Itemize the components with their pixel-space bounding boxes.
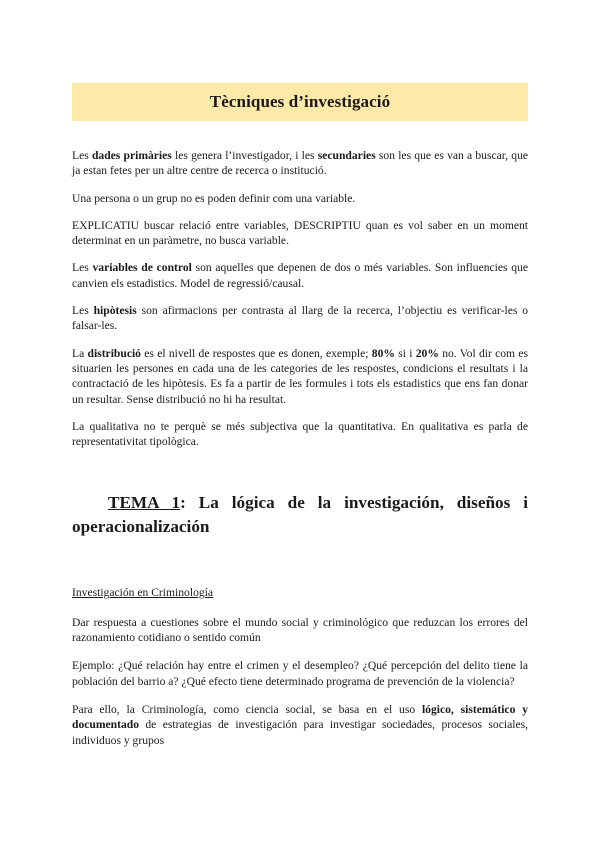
term-logico-sistematico: lógico, sistemático y documentado [72,702,528,732]
term-distribucio: distribució [87,346,141,360]
paragraph-dades: Les dades primàries les genera l’investigador, i les secundaries son les que es van a buscar, que ja estan fetes per un altre centre de recerca o institució. [72,149,529,178]
paragraph-respuesta: Dar respuesta a cuestiones sobre el mundo social y criminológico que reduzcan los errores del razonamiento cotidiano o sentido común [72,615,528,645]
paragraph-para-ello: Para ello, la Criminología, como ciencia social, se basa en el uso lógico, sistemático y documentado de estrategias de investigación para investigar sociedades, procesos sociales, individuos y grupos [72,702,528,747]
paragraph-ejemplo: Ejemplo: ¿Qué relación hay entre el crimen y el desempleo? ¿Qué percepción del delito tiene la población del barrio a? ¿Qué efecto tiene determinado programa de prevención de la violencia? [72,659,528,688]
term-hipotesis: hipòtesis [93,304,137,318]
section-body [72,615,528,748]
paragraph-variables-control: Les variables de control son aquelles que depenen de dos o més variables. Son influencies que canvien els estadistics. Model de regressió/causal. [72,261,529,290]
paragraph-variable: Una persona o un grup no es poden definir com una variable. [72,191,356,205]
term-dades-primaries: dades primàries [91,149,172,162]
paragraph-distribucio: La distribució es el nivell de respostes que es donen, exemple; 80% si i 20% no. Vol dir com es situarien les persones en cada una de les categories de les respostes, condicions el resultats i la contractació de les hipòtesis. Es fa a partir de les formules i tots els estadistics que ens fan donar un resultar. Sense distribució no hi ha resultat. [72,346,529,406]
tema-title: : La lógica de la investigación, diseños i operacionalización [72,493,528,537]
paragraph-hipotesis: Les hipòtesis son afirmacions per contrasta al llarg de la recerca, l’objectiu es verificar-les o falsar-les. [72,304,528,333]
page-title: Tècniques d’investigació [209,92,391,111]
tema-heading [72,491,528,539]
term-variables-control: variables de control [92,261,192,275]
title-band [72,83,528,121]
document-body [72,148,528,761]
section-heading: Investigación en Criminología [72,586,214,600]
paragraph-qualitativa: La qualitativa no te perquè se més subjectiva que la quantitativa. En qualitativa es parla de representativitat tipològica. [72,419,528,449]
paragraph-explicatiu: EXPLICATIU buscar relació entre variables, DESCRIPTIU quan es vol saber en un moment determinat en un paràmetre, no busca variable. [72,218,528,248]
tema-number: TEMA 1 [108,493,181,513]
term-secundaries: secundaries [317,149,376,162]
